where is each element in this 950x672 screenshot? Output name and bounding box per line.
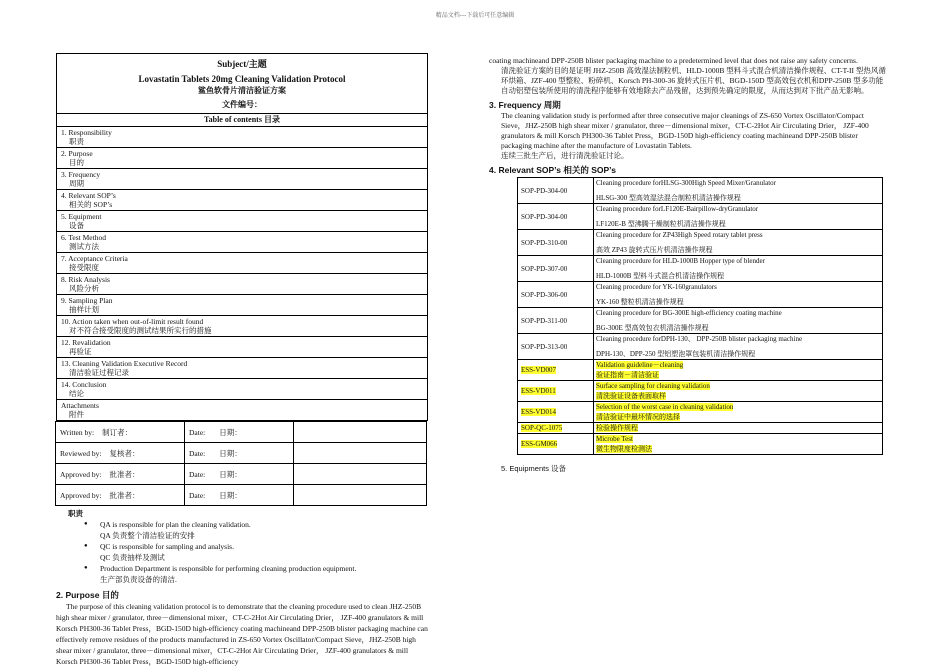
frequency-text: The cleaning validation study is performed after three consecutive major cleanings of ZS-650 Vortex Oscillator/Compact Sieve，JHZ-250B high shear mixer / granulator, three－dimensional mixer，CT-C-2Hot Air Circulating Drier， JZF-400 granulators & mill Korsch PH300-36 Tablet Press，BGD-150D high-efficiency coating machineand DPP-250B blister packaging machine after the manufacture of Lovastatin Tablets. bbox=[501, 111, 869, 150]
page-header: 精品文档---下载后可任意编辑 bbox=[435, 12, 515, 19]
subject-box bbox=[56, 53, 428, 421]
signature-row bbox=[56, 443, 427, 464]
sop-code-cell bbox=[518, 204, 594, 230]
sop-desc-zh-text: HLSG-300 型高效湿法混合制粒机清洁操作规程 bbox=[596, 194, 741, 202]
sop-row bbox=[518, 230, 883, 256]
sop-desc-en-text: Cleaning procedure for YK-160granulators bbox=[596, 283, 717, 291]
sop-desc-zh-text: 清洁验证中最坏情况的选择 bbox=[596, 413, 680, 421]
sop-desc-zh bbox=[596, 193, 880, 203]
toc-item-zh: 目的 bbox=[69, 158, 84, 167]
toc-item-en: 7. Acceptance Criteria bbox=[61, 254, 128, 263]
signature-row bbox=[56, 464, 427, 485]
bullet-text-zh: QC 负责抽样及测试 bbox=[100, 553, 165, 562]
sop-table bbox=[517, 177, 883, 455]
sop-desc-zh bbox=[596, 349, 880, 359]
responsibility-section bbox=[56, 509, 428, 585]
signature-row bbox=[56, 422, 427, 443]
bullet-icon: ● bbox=[84, 565, 88, 571]
sop-desc-cell bbox=[594, 334, 883, 360]
toc-item-zh: 相关的 SOP’s bbox=[69, 200, 113, 209]
toc-title: Table of contents 目录 bbox=[57, 113, 427, 126]
sop-desc-zh-text: 检验操作规程 bbox=[596, 424, 638, 432]
sop-row bbox=[518, 308, 883, 334]
bullet-icon: ● bbox=[84, 521, 88, 527]
sop-desc-en bbox=[596, 178, 880, 188]
toc-item-zh: 对不符合接受限度的测试结果所实行的措施 bbox=[69, 326, 212, 335]
purpose-heading: 2. Purpose 目的 bbox=[56, 590, 119, 600]
signature-blank-cell bbox=[294, 464, 427, 485]
signature-role: Reviewed by: bbox=[60, 448, 102, 458]
sop-desc-en bbox=[596, 434, 880, 444]
toc-item-zh: 抽样计划 bbox=[69, 305, 99, 314]
sop-desc-en-text: Selection of the worst case in cleaning validation bbox=[596, 403, 734, 411]
sop-code: SOP-PD-313-00 bbox=[521, 342, 568, 351]
sop-code-cell bbox=[518, 256, 594, 282]
responsibility-bullet bbox=[56, 519, 428, 541]
sop-code-cell bbox=[518, 282, 594, 308]
sop-desc-en-text: Cleaning procedure for BG-300E high-efficiency coating machine bbox=[596, 309, 782, 317]
toc-item-en: 6. Test Method bbox=[61, 233, 106, 242]
sop-heading: 4. Relevant SOP’s 相关的 SOP’s bbox=[489, 165, 616, 175]
sop-code-cell bbox=[518, 360, 594, 381]
sop-desc-en-text: Surface sampling for cleaning validation bbox=[596, 382, 710, 390]
sop-desc-zh-text: LF120E-B 型沸腾干燥制粒机清洁操作规程 bbox=[596, 220, 726, 228]
protocol-title-en: Lovastatin Tablets 20mg Cleaning Validation Protocol bbox=[138, 74, 346, 84]
sop-desc-cell bbox=[594, 178, 883, 204]
sop-row bbox=[518, 381, 883, 402]
signature-date: Date: bbox=[189, 490, 206, 500]
toc-item bbox=[57, 273, 427, 294]
sop-row bbox=[518, 423, 883, 434]
toc-item-en: 10. Action taken when out-of-limit result found bbox=[61, 317, 204, 326]
sop-desc-zh bbox=[596, 412, 880, 422]
sop-code-cell bbox=[518, 230, 594, 256]
sop-desc-en bbox=[596, 360, 880, 370]
sop-desc-en bbox=[596, 402, 880, 412]
sop-desc-zh bbox=[596, 423, 880, 433]
responsibility-title: 职责 bbox=[68, 509, 83, 518]
sop-desc-zh bbox=[596, 271, 880, 281]
sop-row bbox=[518, 334, 883, 360]
signature-date-cell bbox=[185, 485, 294, 506]
signature-role: Written by: bbox=[60, 427, 95, 437]
frequency-heading: 3. Frequency 周期 bbox=[489, 100, 561, 110]
signature-date: Date: bbox=[189, 469, 206, 479]
toc-item bbox=[57, 294, 427, 315]
toc-item-zh: 风险分析 bbox=[69, 284, 99, 293]
signature-blank-cell bbox=[294, 443, 427, 464]
toc-item-en: 1. Responsibility bbox=[61, 128, 112, 137]
toc-item-en: 4. Relevant SOP’s bbox=[61, 191, 116, 200]
toc-item bbox=[57, 378, 427, 399]
toc-item-en: 12. Revalidation bbox=[61, 338, 111, 347]
signature-date-zh: 日期： bbox=[219, 469, 242, 479]
toc-item bbox=[57, 315, 427, 336]
sop-desc-en bbox=[596, 381, 880, 391]
bullet-text-en: QA is responsible for plan the cleaning validation. bbox=[100, 520, 251, 529]
sop-desc-zh-text: YK-160 整粒机清洁操作规程 bbox=[596, 298, 684, 306]
subject-label: Subject/主题 bbox=[217, 59, 267, 69]
toc-list bbox=[57, 126, 427, 420]
sop-code: ESS-VD007 bbox=[521, 366, 557, 374]
sop-code: SOP-PD-310-00 bbox=[521, 238, 568, 247]
left-column bbox=[56, 53, 428, 667]
sop-desc-en bbox=[596, 308, 880, 318]
toc-item-zh: 职责 bbox=[69, 137, 84, 146]
sop-desc-cell bbox=[594, 381, 883, 402]
toc-item bbox=[57, 231, 427, 252]
sop-desc-zh bbox=[596, 323, 880, 333]
sop-desc-zh-text: 验证指南－清洁验证 bbox=[596, 371, 659, 379]
toc-item bbox=[57, 147, 427, 168]
sop-desc-cell bbox=[594, 230, 883, 256]
toc-item-zh: 结论 bbox=[69, 389, 84, 398]
sop-desc-cell bbox=[594, 256, 883, 282]
sop-code-cell bbox=[518, 381, 594, 402]
purpose-zh: 清洗验证方案的目的是证明 JHZ-250B 高效湿法制粒机、HLD-1000B 型料斗式混合机清洁操作规程、CT-T-II 型热风循环烘箱、JZF-400 型整粒、粉碎机、Korsch PH-300-36 旋转式压片机、BGD-150D 型高效包衣机和DPP-250B 型多功能自动铝塑包装所使用的清洗程序能够有效地除去产品残留，达到预先确定的限度，从而达到对下批产品无影响。 bbox=[501, 66, 886, 95]
sop-code: ESS-VD014 bbox=[521, 408, 557, 416]
signature-role-zh: 复核者： bbox=[109, 448, 140, 458]
sop-row bbox=[518, 282, 883, 308]
protocol-title-zh: 鲨鱼软骨片清洁验证方案 bbox=[198, 86, 286, 95]
toc-item-zh: 周期 bbox=[69, 179, 84, 188]
sop-row bbox=[518, 204, 883, 230]
signature-date-cell bbox=[185, 443, 294, 464]
sop-desc-cell bbox=[594, 282, 883, 308]
sop-desc-zh bbox=[596, 391, 880, 401]
signature-role: Approved by: bbox=[60, 490, 102, 500]
signature-role-cell bbox=[56, 443, 185, 464]
signature-blank-cell bbox=[294, 422, 427, 443]
responsibility-bullet bbox=[56, 541, 428, 563]
toc-item-en: 2. Purpose bbox=[61, 149, 93, 158]
equipment-heading: 5. Equipments 设备 bbox=[501, 464, 567, 473]
signature-table bbox=[55, 421, 427, 506]
signature-row bbox=[56, 485, 427, 506]
sop-desc-en-text: Cleaning procedure forLF120E-Bairpillow-dryGranulator bbox=[596, 205, 759, 213]
signature-role: Approved by: bbox=[60, 469, 102, 479]
subject-header bbox=[57, 54, 427, 111]
sop-code-cell bbox=[518, 334, 594, 360]
sop-desc-en-text: Cleaning procedure for ZP43High Speed rotary tablet press bbox=[596, 231, 763, 239]
right-column bbox=[489, 56, 889, 474]
signature-date-zh: 日期： bbox=[219, 490, 242, 500]
sop-row bbox=[518, 178, 883, 204]
toc-item-zh: 接受限度 bbox=[69, 263, 99, 272]
sop-desc-en bbox=[596, 204, 880, 214]
purpose-text: The purpose of this cleaning validation protocol is to demonstrate that the cleaning procedure used to clean JHZ-250B high shear mixer / granulator, three－dimensional mixer，CT-C-2Hot Air Circulating Drier， JZF-400 granulators & mill Korsch PH300-36 Tablet Press，BGD-150D high-efficiency coating machineand DPP-250B blister packaging machine can effectively remove residues of the products manufactured in ZS-650 Vortex Oscillator/Compact Sieve，JHZ-250B high shear mixer / granulator, three－dimensional mixer，CT-C-2Hot Air Circulating Drier， JZF-400 granulators & mill Korsch PH300-36 Tablet Press，BGD-150D high-efficiency bbox=[56, 602, 428, 666]
sop-desc-en-text: Cleaning procedure forHLSG-300High Speed Mixer/Granulator bbox=[596, 179, 777, 187]
bullet-icon: ● bbox=[84, 543, 88, 549]
toc-item bbox=[57, 189, 427, 210]
sop-desc-en bbox=[596, 282, 880, 292]
signature-date-cell bbox=[185, 464, 294, 485]
sop-desc-en-text: Cleaning procedure for HLD-1000B Hopper type of blender bbox=[596, 257, 765, 265]
responsibility-bullet bbox=[56, 563, 428, 585]
sop-desc-zh-text: 微生物限度检测法 bbox=[596, 445, 652, 453]
toc-item-en: 8. Risk Analysis bbox=[61, 275, 110, 284]
toc-item-zh: 设备 bbox=[69, 221, 84, 230]
toc-item-zh: 清洁验证过程记录 bbox=[69, 368, 129, 377]
toc-item bbox=[57, 357, 427, 378]
sop-desc-cell bbox=[594, 308, 883, 334]
sop-desc-en-text: Microbe Test bbox=[596, 435, 633, 443]
toc-item-en: 13. Cleaning Validation Executive Record bbox=[61, 359, 188, 368]
toc-item-en: 5. Equipment bbox=[61, 212, 102, 221]
sop-desc-cell bbox=[594, 423, 883, 434]
sop-code: SOP-PD-304-00 bbox=[521, 186, 568, 195]
sop-desc-zh bbox=[596, 444, 880, 454]
signature-blank-cell bbox=[294, 485, 427, 506]
signature-date-cell bbox=[185, 422, 294, 443]
signature-role-zh: 批准者： bbox=[109, 490, 140, 500]
sop-code-cell bbox=[518, 402, 594, 423]
sop-desc-en bbox=[596, 256, 880, 266]
sop-row bbox=[518, 256, 883, 282]
signature-role-cell bbox=[56, 422, 185, 443]
sop-code: SOP-PD-306-00 bbox=[521, 290, 568, 299]
toc-item-zh: 附件 bbox=[69, 410, 84, 419]
toc-item bbox=[57, 168, 427, 189]
sop-desc-zh-text: BG-300E 型高效包衣机清洁操作规程 bbox=[596, 324, 709, 332]
sop-desc-zh bbox=[596, 297, 880, 307]
signature-date-zh: 日期： bbox=[219, 427, 242, 437]
toc-item bbox=[57, 336, 427, 357]
sop-code-cell bbox=[518, 178, 594, 204]
sop-row bbox=[518, 402, 883, 423]
sop-row bbox=[518, 434, 883, 455]
sop-desc-zh-text: DPH-130、DPP-250 型铝塑泡罩包装机清洁操作规程 bbox=[596, 350, 756, 358]
sop-code-cell bbox=[518, 308, 594, 334]
toc-item bbox=[57, 126, 427, 147]
signature-role-cell bbox=[56, 464, 185, 485]
signature-date: Date: bbox=[189, 427, 206, 437]
toc-item-en: Attachments bbox=[61, 401, 99, 410]
toc-item-zh: 测试方法 bbox=[69, 242, 99, 251]
sop-code: ESS-GM066 bbox=[521, 440, 558, 448]
sop-desc-en bbox=[596, 334, 880, 344]
signature-role-cell bbox=[56, 485, 185, 506]
sop-desc-en-text: Cleaning procedure forDPH-130、 DPP-250B blister packaging machine bbox=[596, 335, 803, 343]
signature-date: Date: bbox=[189, 448, 206, 458]
toc-item-en: 14. Conclusion bbox=[61, 380, 107, 389]
sop-code: SOP-QC-1075 bbox=[521, 424, 563, 432]
bullet-text-en: Production Department is responsible for performing cleaning production equipment. bbox=[100, 564, 357, 573]
sop-desc-cell bbox=[594, 360, 883, 381]
sop-desc-zh bbox=[596, 370, 880, 380]
bullet-text-zh: 生产部负责设备的清洁. bbox=[100, 575, 177, 584]
document-number: 文件编号： bbox=[222, 100, 262, 109]
toc-item-en: 9. Sampling Plan bbox=[61, 296, 113, 305]
sop-code: SOP-PD-307-00 bbox=[521, 264, 568, 273]
sop-desc-cell bbox=[594, 204, 883, 230]
sop-desc-zh-text: 高效 ZP43 旋转式压片机清洁操作规程 bbox=[596, 246, 713, 254]
sop-code: ESS-VD011 bbox=[521, 387, 556, 395]
frequency-text-zh: 连续三批生产后，进行清洗验证讨论。 bbox=[501, 151, 629, 160]
sop-desc-cell bbox=[594, 434, 883, 455]
sop-desc-zh bbox=[596, 245, 880, 255]
sop-desc-zh-text: 清洗验证设备表面取样 bbox=[596, 392, 666, 400]
toc-item bbox=[57, 252, 427, 273]
sop-desc-en bbox=[596, 230, 880, 240]
responsibility-list bbox=[56, 519, 428, 585]
bullet-text-en: QC is responsible for sampling and analysis. bbox=[100, 542, 234, 551]
signature-role-zh: 批准者： bbox=[109, 469, 140, 479]
purpose-continued: coating machineand DPP-250B blister packaging machine to a predetermined level that does not raise any safety concerns. bbox=[489, 56, 858, 65]
sop-code-cell bbox=[518, 434, 594, 455]
sop-row bbox=[518, 360, 883, 381]
sop-desc-zh bbox=[596, 219, 880, 229]
sop-desc-cell bbox=[594, 402, 883, 423]
sop-desc-zh-text: HLD-1000B 型料斗式混合机清洁操作规程 bbox=[596, 272, 725, 280]
toc-item-zh: 再验证 bbox=[69, 347, 92, 356]
bullet-text-zh: QA 负责整个清洁验证的安排 bbox=[100, 531, 195, 540]
toc-item-en: 3. Frequency bbox=[61, 170, 101, 179]
signature-role-zh: 制订者： bbox=[102, 427, 133, 437]
sop-code: SOP-PD-311-00 bbox=[521, 316, 568, 325]
sop-code: SOP-PD-304-00 bbox=[521, 212, 568, 221]
sop-code-cell bbox=[518, 423, 594, 434]
signature-date-zh: 日期： bbox=[219, 448, 242, 458]
sop-desc-en-text: Validation guideline－cleaning bbox=[596, 361, 684, 369]
toc-item bbox=[57, 210, 427, 231]
toc-item bbox=[57, 399, 427, 420]
